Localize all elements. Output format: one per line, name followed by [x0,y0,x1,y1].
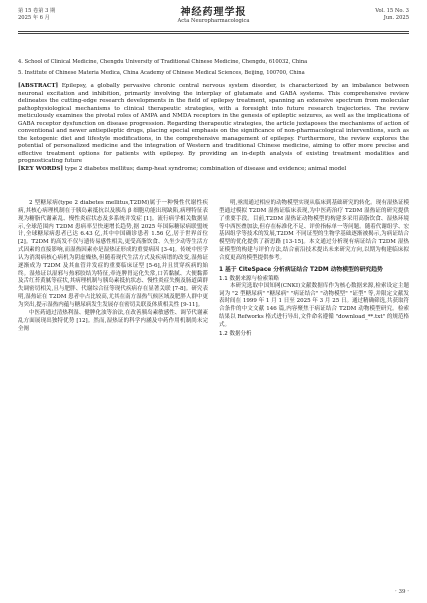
header-date-en: Jun. 2025 [383,15,409,21]
affiliation-5: 5. Institute of Chinese Materia Medica, China Academy of Chinese Medical Sciences, Beijing, 100700, China [18,70,305,76]
intro-paragraph-3: 明,亟需通过相应的动物模型实现从临床到基础研究的转化。现有湿热证模型通过模拟 T2DM 湿热证临床表现,为中医药治疗 T2DM 湿热证的研究提供了重要手段。目前,T2DM 湿热证动物模型的构建多采用高脂饮食、湿热环境等中西医叠加法,但存在标准化不足、评价指标单一等问题。随着代谢组学、宏基因组学等技术的发展,T2DM 不同证型的生物学基础逐渐被揭示,为病证结合模型的优化提供了新思路 [13-15]。本文通过分析现有病证结合 T2DM 湿热证模型的构建与评价方法,结合前沿技术提出未来研究方向,以期为构建临床拟合度更高的模型提供参考。 [219,200,409,261]
header-volume-en: Vol. 15 No. 3 [375,8,409,14]
abstract-label: [ABSTRACT] [18,83,59,89]
abstract-text: Epilepsy, a globally pervasive chronic central nervous system disorder, is characterized by an imbalance between neuronal excitation and inhibition, primarily involving the interplay of glutamate and GABA systems. This comprehensive review delineates the cutting-edge research developments in the field of epilepsy treatment, spanning an extensive spectrum from molecular pathophysiological mechanisms to clinical therapeutic strategies, with a foresight into future research trajectories. The review meticulously examines the pivotal roles of AMPA and NMDA receptors in the genesis of epileptic seizures, as well as the implications of GABA receptor dysfunction on disease progression. Regarding therapeutic strategies, the article juxtaposes the mechanisms of action of conventional and newer antiepileptic drugs, placing special emphasis on the significance of non-pharmacological interventions, such as the ketogenic diet and lifestyle modifications, in the comprehensive management of epilepsy. Furthermore, the review explores the potential of personalized medicine and the integration of Western and traditional Chinese medicine, aiming to offer more precise and effective treatment options for patients with epilepsy. By providing an in-depth analysis of existing treatment modalities and prognosticating future [18,83,409,164]
body-left-column [18,200,208,333]
subsection-paragraph: 本研究选取中国知网(CNKI)文献数据库作为核心数据来源,检索设定主题词为 "2 型糖尿病" "糖尿病" "病证结合" "动物模型" "证型" 等,并限定文献发表时间在 1999 年 1 月 1 日至 2025 年 3 月 25 日。通过精确筛选,共获取符合条件的中文文献 146 篇,内容聚焦于病证结合 T2DM 动物模型研究。检索结果以 Refworks 格式进行导出,文件命名遵循 "download_**.txt" 的规范格式。 [219,282,409,328]
page-number: · 39 · [395,589,409,595]
header-volume-cn: 第 15 卷第 3 期 [18,8,56,14]
abstract [18,83,409,166]
intro-paragraph-2: 中医药通过清热利湿、健脾化浊等治法,在改善胰岛素敏感性、调节代谢紊乱方面展现出独特优势 [12]。然而,湿热证的科学内涵及中药作用机制尚未完全阐 [18,309,208,332]
keywords-text: type 2 diabetes mellitus; damp-heat syndrome; combination of disease and evidence; animal model [64,165,347,172]
abstract-block [18,83,409,173]
running-header [18,7,409,29]
affiliation-4: 4. School of Clinical Medicine, Chengdu University of Traditional Chinese Medicine, Chengdu, 610032, China [18,59,308,65]
header-journal [18,7,409,25]
keywords-label: [KEY WORDS] [18,165,64,172]
journal-title-en: Acta Neuropharmacologica [177,18,250,24]
intro-paragraph-1: 2 型糖尿病(type 2 diabetes mellitus,T2DM)属于一种慢性代谢性疾病,其核心病理机制在于胰岛素抵抗以及胰岛 β 细胞功能出现缺陷,病理特征表现为糖脂代谢紊乱、慢性炎症状态及多系统并发症 [1]。流行病学相关数据显示,全球范围内 T2DM 患病率呈快速增长趋势,据 2025 年国际糖尿病联盟统计,全球糖尿病患者已达 6.43 亿,其中中国确诊患者 1.56 亿,居于世界首位 [2]。T2DM 的高发不仅与遗传易感性相关,更受高脂饮食、久坐少动等生活方式因素的直接影响,而湿热因素亦是湿热证形成的重要病因 [3-4]。传统中医学认为消渴病核心病机为阴虚燥热,但随着现代生活方式及疾病谱的改变,湿热证逐渐成为 T2DM 及其血管并发症的重要临床证型 [5-6],并且贯穿疾病的始终。湿热证以湿邪与热邪胶结为特征,牵连脾胃运化失常,口苦黏腻、大便黏滞及舌红苔黄腻等症状,其病理机制与胰岛素抵抗状态、慢性炎症失衡及肠道菌群失调密切相关,且与肥胖、代谢综合征等现代疾病存在显著关联 [7-8]。研究表明,湿热证在 T2DM 患者中占比较高,尤其在南方湿热气候区域及肥胖人群中更为突出,提示湿热内蕴与糖尿病发生发展存在密切关联及体质相关性 [9-11]。 [18,200,208,308]
header-date-cn: 2025 年 6 月 [18,15,50,21]
body-right-column [219,200,409,338]
subsection-heading-1-1: 1.1 数据来源与检索策略 [219,275,279,282]
header-rule-thin [18,33,409,34]
section-heading-1: 1 基于 CiteSpace 分析病证结合 T2DM 动物模型的研究趋势 [219,266,383,273]
subsection-heading-1-2: 1.2 数据分析 [219,330,252,337]
journal-title-cn: 神经药理学报 [180,7,247,18]
keywords [18,166,409,174]
header-issue-info-en [375,8,409,22]
